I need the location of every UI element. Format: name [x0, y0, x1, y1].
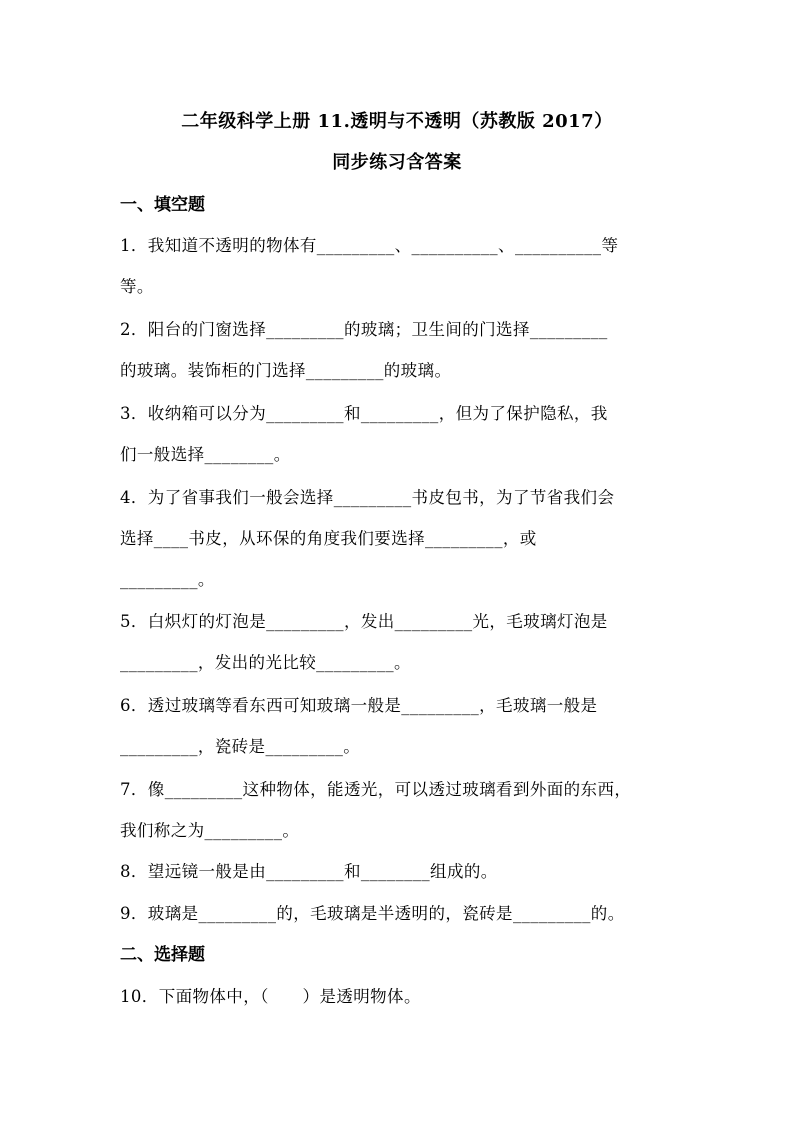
document-title: 二年级科学上册 11.透明与不透明（苏教版 2017）	[181, 111, 613, 132]
question-8: 8．望远镜一般是由_________和________组成的。	[120, 862, 498, 881]
question-5-line-1: 5．白炽灯的灯泡是_________，发出_________光，毛玻璃灯泡是	[120, 612, 608, 631]
question-2-line-2: 的玻璃。装饰柜的门选择_________的玻璃。	[120, 361, 452, 380]
question-7-line-1: 7．像_________这种物体，能透光，可以透过玻璃看到外面的东西，	[120, 780, 632, 799]
question-3-line-2: 们一般选择________。	[120, 445, 291, 464]
question-9: 9．玻璃是_________的，毛玻璃是半透明的，瓷砖是_________的。	[120, 904, 625, 923]
question-1-line-2: 等。	[120, 277, 154, 296]
question-7-line-2: 我们称之为_________。	[120, 821, 300, 840]
question-4-line-3: _________。	[120, 570, 215, 589]
question-2-line-1: 2．阳台的门窗选择_________的玻璃；卫生间的门选择_________	[120, 320, 608, 339]
question-5-line-2: _________，发出的光比较_________。	[120, 653, 411, 672]
question-10: 10．下面物体中，（ ）是透明物体。	[120, 987, 421, 1006]
question-1-line-1: 1．我知道不透明的物体有_________、__________、__________等	[120, 236, 619, 255]
section-heading-multiple-choice: 二、选择题	[120, 945, 205, 965]
question-6-line-2: _________，瓷砖是_________。	[120, 737, 361, 756]
document-subtitle: 同步练习含答案	[332, 152, 462, 173]
question-4-line-2: 选择____书皮，从环保的角度我们要选择_________，或	[120, 529, 537, 548]
question-3-line-1: 3．收纳箱可以分为_________和_________，但为了保护隐私，我	[120, 404, 608, 423]
section-heading-fill-in: 一、填空题	[120, 195, 205, 215]
question-6-line-1: 6．透过玻璃等看东西可知玻璃一般是_________，毛玻璃一般是	[120, 696, 598, 715]
question-4-line-1: 4．为了省事我们一般会选择_________书皮包书，为了节省我们会	[120, 488, 615, 507]
